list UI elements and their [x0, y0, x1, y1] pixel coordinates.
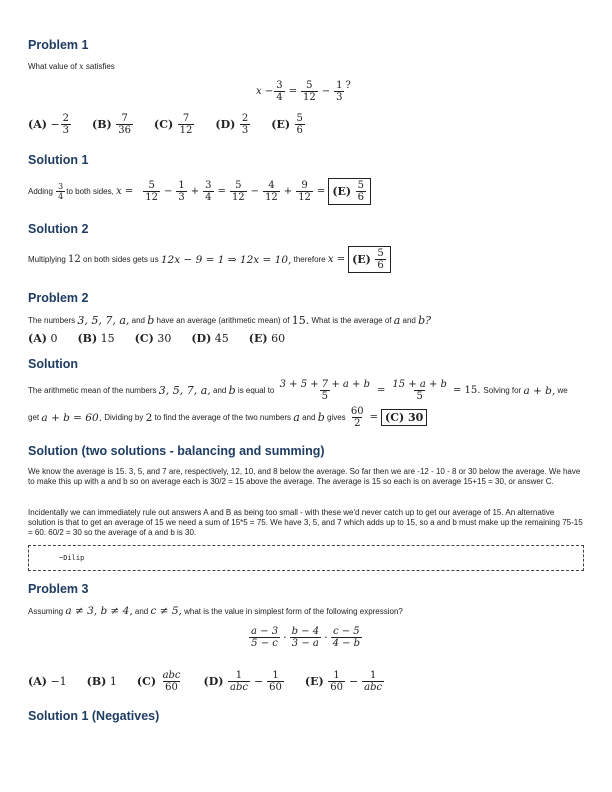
problem-3-statement: Assuming a ≠ 3, b ≠ 4, and c ≠ 5, what is the value in simplest form of the following expression? [28, 605, 403, 617]
solution-balance-paragraph-2: Incidentally we can immediately rule out answers A and B as being too small - with these we'd never catch up to get our average of 15. An alternative solution is that to get an average of 15 we need a sum of 15*5 = 75. We have 3, 5, and 7 which adds up to 15, so a and b must make up the remaining 75-15 = 60. 60/2 = 30 so the average of a and b is 30. [28, 508, 583, 537]
solution-p2-answer: (C) 30 [381, 409, 427, 426]
choice-a: (A) −1 [28, 675, 67, 688]
choice-c: (C) 30 [134, 332, 172, 345]
solution-2-line: Multiplying 12 on both sides gets us 12x − 9 = 1 ⇒ 12x = 10, therefore x = (E) $\frac{5}{6}$ [28, 246, 391, 273]
signature-code-block [28, 545, 584, 571]
problem-2-heading: Problem 2 [28, 291, 89, 305]
solution-p2-line-2: get a + b = 60. Dividing by 2 to find the average of the two numbers a and b gives $\frac{60}{2}$ = (C) 30 [28, 406, 427, 429]
choice-b: (B) 1 [86, 675, 117, 688]
choice-d: (D) $\frac{1}{\text{abc}}$ − $\frac{1}{60}$ [203, 670, 282, 693]
problem-1-heading: Problem 1 [28, 38, 89, 52]
solution-p2-heading: Solution [28, 357, 78, 371]
solution-1-heading: Solution 1 [28, 153, 89, 167]
problem-3-choices [28, 670, 385, 693]
solution-2-heading: Solution 2 [28, 222, 89, 236]
choice-e: (E) 60 [248, 332, 286, 345]
choice-b: (B) 15 [77, 332, 115, 345]
solution-balance-paragraph-1: We know the average is 15. 3, 5, and 7 are, respectively, 12, 10, and 8 below the average. So far then we are -12 - 10 - 8 or 30 below the average. We have to make this up with a and b so on average each is 30/2 = 15 above the average. The average is 15 so each is on average 15+15 = 30, or answer C. [28, 467, 581, 486]
choice-b: (B) $\frac{7}{36}$ [92, 113, 131, 136]
choice-d: (D) $\frac{2}{3}$ [215, 113, 249, 136]
choice-e: (E) $\frac{5}{6}$ [271, 113, 303, 136]
problem-3-heading: Problem 3 [28, 582, 89, 596]
solution-2-answer: (E) $\frac{5}{6}$ [348, 246, 391, 273]
problem-1-choices [28, 113, 306, 136]
solution-1-line: Adding $\frac{3}{4}$ to both sides, x = $\frac{5}{12}$ − $\frac{1}{3}$ + $\frac{3}{4}$ = $\frac{5}{12}$ − $\frac{4}{12}$ + $\frac{9}{12}$ = (E) $\frac{5}{6}$ [28, 178, 371, 205]
solution-negatives-heading: Solution 1 (Negatives) [28, 709, 160, 723]
problem-2-statement: The numbers 3, 5, 7, a, and b have an average (arithmetic mean) of 15. What is the average of a and b? [28, 314, 432, 327]
problem-1-equation: x − $\frac{3}{4}$ = $\frac{5}{12}$ − $\frac{1}{3}$ ? [256, 80, 351, 103]
choice-c: (C) $\frac{\text{abc}}{60}$ [136, 670, 181, 693]
solution-1-answer: (E) $\frac{5}{6}$ [328, 178, 371, 205]
choice-d: (D) 45 [191, 332, 229, 345]
problem-2-choices [28, 332, 285, 345]
choice-a: (A) − $\frac{2}{3}$ [28, 113, 70, 136]
solution-balance-heading: Solution (two solutions - balancing and summing) [28, 444, 325, 458]
choice-e: (E) $\frac{1}{60}$ − $\frac{1}{\text{abc}}$ [304, 670, 383, 693]
solution-p2-line-1: The arithmetic mean of the numbers 3, 5, 7, a, and b is equal to $\frac{3 + 5 + 7 + a + b}{5}$ = $\frac{15 + a + b}{5}$ = 15. Solving for a + b, we [28, 379, 568, 402]
choice-c: (C) $\frac{7}{12}$ [154, 113, 193, 136]
problem-3-expression: $\frac{a - 3}{5 - c}$ · $\frac{b - 4}{3 - a}$ · $\frac{c - 5}{4 - b}$ [251, 626, 361, 649]
signature: ~Dilip [59, 554, 85, 562]
choice-a: (A) 0 [28, 332, 58, 345]
problem-1-intro: What value of x satisfies [28, 62, 115, 71]
